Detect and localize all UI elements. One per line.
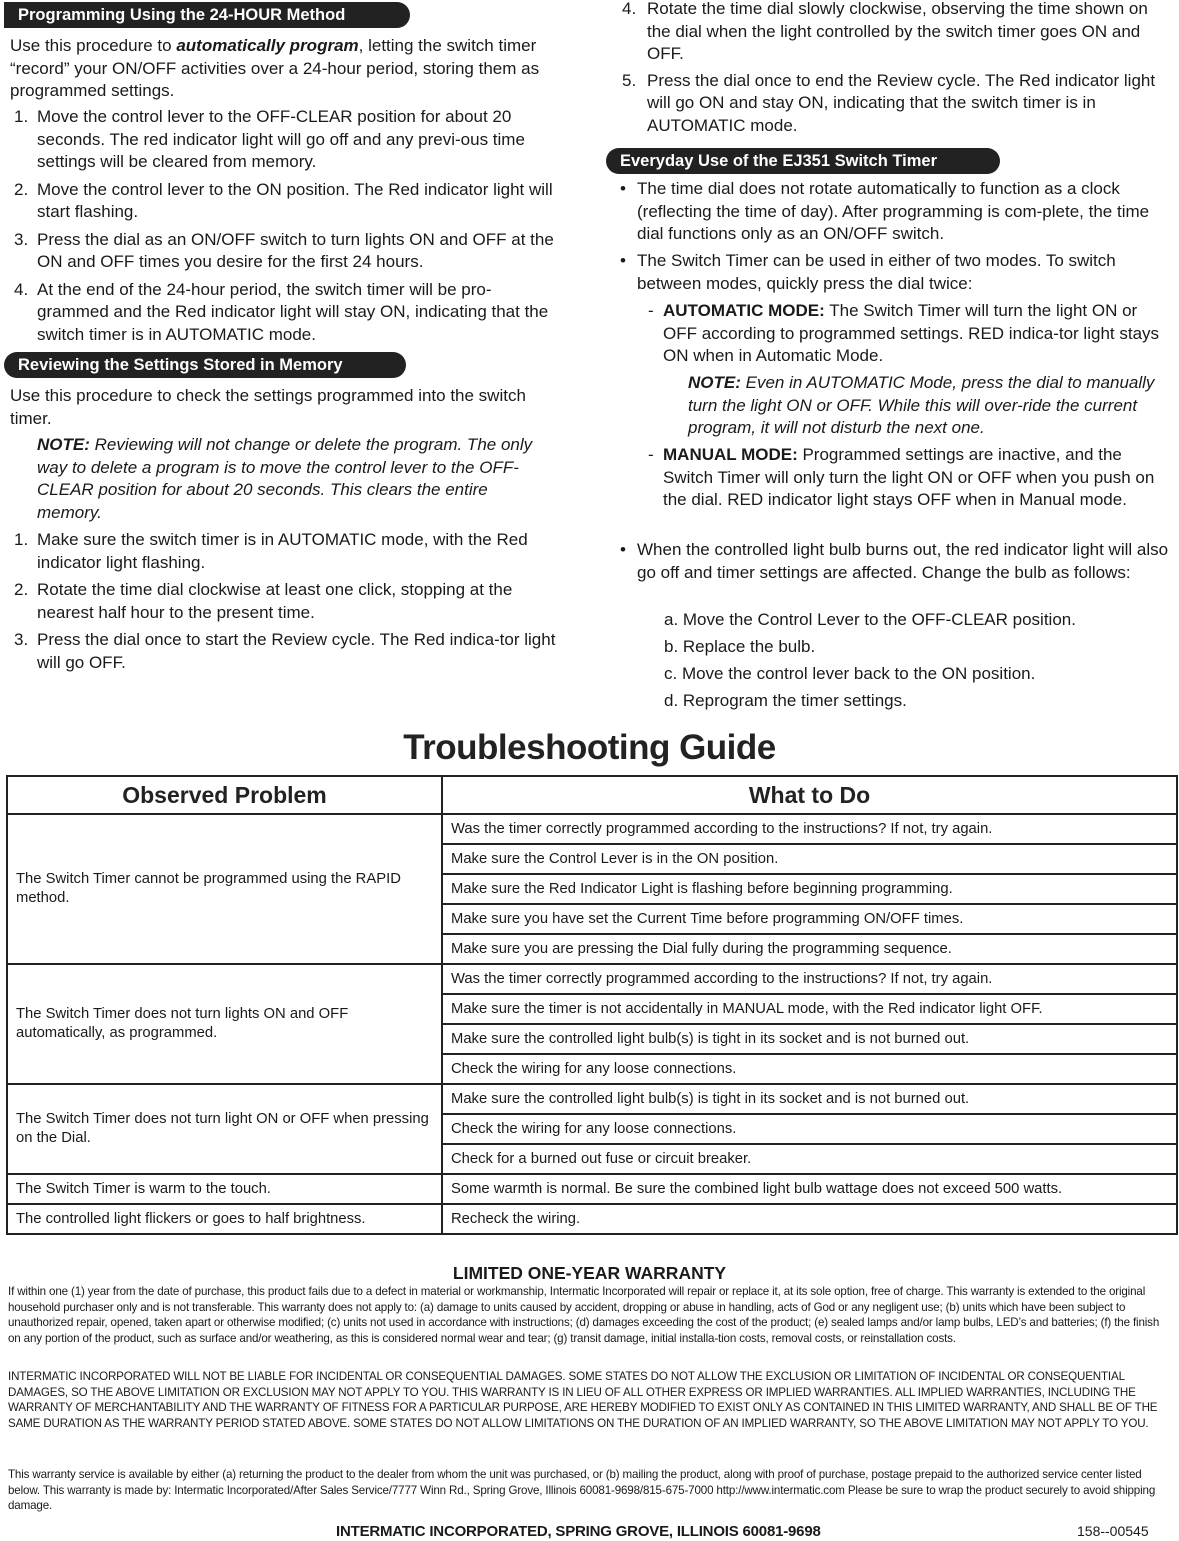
action-cell: Make sure the timer is not accidentally in MANUAL mode, with the Red indicator light OFF. — [442, 994, 1177, 1024]
column-header-action: What to Do — [442, 776, 1177, 814]
table-row — [7, 1174, 1177, 1204]
company-footer: INTERMATIC INCORPORATED, SPRING GROVE, ILLINOIS 60081-9698 — [336, 1523, 821, 1540]
list-item: a. Move the Control Lever to the OFF-CLEAR position. — [664, 610, 1076, 629]
list-item: 2. Move the control lever to the ON position. The Red indicator light will start flashing. — [14, 179, 553, 221]
automatic-mode-item: - AUTOMATIC MODE: The Switch Timer will turn the light ON or OFF according to programmed settings. RED indica-tor light stays ON when in Automatic Mode. — [648, 301, 1160, 365]
action-cell: Check for a burned out fuse or circuit breaker. — [442, 1144, 1177, 1174]
section-heading-reviewing: Reviewing the Settings Stored in Memory — [4, 352, 406, 378]
action-cell: Some warmth is normal. Be sure the combined light bulb wattage does not exceed 500 watts. — [442, 1174, 1177, 1204]
problem-cell: The Switch Timer does not turn light ON or OFF when pressing on the Dial. — [7, 1084, 442, 1174]
action-cell: Make sure the controlled light bulb(s) is tight in its socket and is not burned out. — [442, 1024, 1177, 1054]
action-cell: Was the timer correctly programmed according to the instructions? If not, try again. — [442, 964, 1177, 994]
section2-steps — [14, 529, 560, 674]
document-code: 158--00545 — [1077, 1523, 1149, 1539]
list-item: d. Reprogram the timer settings. — [664, 691, 907, 710]
bullet-time-dial: • The time dial does not rotate automatically to function as a clock (reflecting the time of day). After programming is com-plete, the time dial functions only as an ON/OFF switch. — [620, 179, 1150, 243]
warranty-paragraph-3: This warranty service is available by either (a) returning the product to the dealer from whom the unit was purchased, or (b) mailing the product, along with proof of purchase, postage prepaid to the authorized service center listed below. This warranty is made by: Intermatic Incorporated/After Sales Service/7777 Winn Rd., Spring Grove, Illinois 60081-9698/815-675-7000 http://www.intermatic.com Please be sure to wrap the product securely to avoid shipping damage. — [8, 1468, 1156, 1513]
bullet-two-modes: • The Switch Timer can be used in either of two modes. To switch between modes, quickly press the dial twice: — [620, 251, 1116, 293]
bullet-mark: • — [620, 540, 626, 559]
action-cell: Make sure the Red Indicator Light is flashing before beginning programming. — [442, 874, 1177, 904]
problem-cell: The Switch Timer cannot be programmed using the RAPID method. — [7, 814, 442, 964]
troubleshooting-table — [6, 775, 1178, 1235]
section2-intro: Use this procedure to check the settings programmed into the switch timer. — [10, 386, 526, 428]
action-cell: Check the wiring for any loose connections. — [442, 1054, 1177, 1084]
warranty-title: LIMITED ONE-YEAR WARRANTY — [452, 1263, 727, 1283]
action-cell: Check the wiring for any loose connections. — [442, 1114, 1177, 1144]
bulb-change-steps — [664, 609, 1164, 717]
section2-note: NOTE: Reviewing will not change or delete the program. The only way to delete a program is to move the control lever to the OFF-CLEAR position for about 20 seconds. This clears the entire memory. — [37, 435, 533, 522]
troubleshooting-title: Troubleshooting Guide — [403, 728, 776, 767]
list-item: 4. Rotate the time dial slowly clockwise, observing the time shown on the dial when the light controlled by the switch timer goes ON and OFF. — [622, 0, 1148, 63]
table-row — [7, 814, 1177, 844]
problem-cell: The controlled light flickers or goes to half brightness. — [7, 1204, 442, 1234]
bullet-mark: • — [620, 179, 626, 198]
action-cell: Make sure the Control Lever is in the ON position. — [442, 844, 1177, 874]
list-item: 3. Press the dial once to start the Review cycle. The Red indica-tor light will go OFF. — [14, 630, 556, 672]
action-cell: Make sure the controlled light bulb(s) is tight in its socket and is not burned out. — [442, 1084, 1177, 1114]
table-header-row — [7, 776, 1177, 814]
review-steps-continued — [622, 0, 1174, 137]
list-item: 1. Move the control lever to the OFF-CLEAR position for about 20 seconds. The red indicator light will go off and any previ-ous time settings will be cleared from memory. — [14, 107, 525, 171]
section1-steps — [14, 106, 560, 346]
list-item: 3. Press the dial as an ON/OFF switch to turn lights ON and OFF at the ON and OFF times you desire for the first 24 hours. — [14, 229, 554, 271]
list-item: 4. At the end of the 24-hour period, the switch timer will be pro-grammed and the Red indicator light will stay ON, indicating that the switch timer is in AUTOMATIC mode. — [14, 279, 549, 344]
list-item: b. Replace the bulb. — [664, 637, 816, 656]
problem-cell: The Switch Timer is warm to the touch. — [7, 1174, 442, 1204]
warranty-paragraph-2: INTERMATIC INCORPORATED WILL NOT BE LIABLE FOR INCIDENTAL OR CONSEQUENTIAL DAMAGES. SOME STATES DO NOT ALLOW THE EXCLUSION OR LIMITATION OF INCIDENTAL OR CONSEQUENTIAL DAMAGES, SO THE ABOVE LIMITATION OR EXCLUSION MAY NOT APPLY TO YOU. THIS WARRANTY IS IN LIEU OF ALL OTHER EXPRESS OR IMPLIED WARRANTIES. ALL IMPLIED WARRANTIES, INCLUDING THE WARRANTY OF MERCHANTABILITY AND THE WARRANTY OF FITNESS FOR A PARTICULAR PURPOSE, ARE HEREBY MODIFIED TO EXIST ONLY AS CONTAINED IN THIS LIMITED WARRANTY, AND SHALL BE OF THE SAME DURATION AS THE WARRANTY PERIOD STATED ABOVE. SOME STATES DO NOT ALLOW LIMITATIONS ON THE DURATION OF AN IMPLIED WARRANTY, SO THE ABOVE LIMITATION MAY NOT APPLY TO YOU. — [8, 1370, 1158, 1431]
section1-intro: Use this procedure to automatically program, letting the switch timer “record” your ON/OFF activities over a 24-hour period, storing them as programmed settings. — [10, 36, 540, 100]
table-row — [7, 1084, 1177, 1114]
action-cell: Make sure you have set the Current Time before programming ON/OFF times. — [442, 904, 1177, 934]
manual-mode-item: - MANUAL MODE: Programmed settings are inactive, and the Switch Timer will only turn the light ON or OFF when you push on the dial. RED indicator light stays OFF when in Manual mode. — [648, 445, 1155, 509]
automatic-mode-note: NOTE: Even in AUTOMATIC Mode, press the dial to manually turn the light ON or OFF. While this will over-ride the current program, it will not disturb the next one. — [688, 373, 1155, 437]
list-item: c. Move the control lever back to the ON position. — [664, 664, 1036, 683]
warranty-paragraph-1: If within one (1) year from the date of purchase, this product fails due to a defect in material or workmanship, Intermatic Incorporated will repair or replace it, at its sole option, free of charge. This warranty is extended to the original household purchaser only and is not transferable. This warranty does not apply to: (a) damage to units caused by accident, dropping or abuse in handling, acts of God or any negligent use; (b) units which have been subject to unauthorized repair, opened, taken apart or otherwise modified; (c) units not used in accordance with instructions; (d) damages exceeding the cost of the product; (e) sealed lamps and/or lamp bulbs, LED’s and batteries; (f) the finish on any portion of the product, such as surface and/or weathering, as this is considered normal wear and tear; (g) transit damage, initial installa-tion costs, removal costs, or reinstallation costs. — [8, 1285, 1160, 1346]
action-cell: Make sure you are pressing the Dial fully during the programming sequence. — [442, 934, 1177, 964]
column-header-problem: Observed Problem — [7, 776, 442, 814]
section-heading-24-hour: Programming Using the 24-HOUR Method — [4, 2, 410, 28]
list-item: 1. Make sure the switch timer is in AUTOMATIC mode, with the Red indicator light flashing. — [14, 530, 528, 572]
action-cell: Was the timer correctly programmed according to the instructions? If not, try again. — [442, 814, 1177, 844]
table-row — [7, 964, 1177, 994]
bullet-mark: • — [620, 251, 626, 270]
bullet-bulb-burnout: • When the controlled light bulb burns out, the red indicator light will also go off and timer settings are affected. Change the bulb as follows: — [620, 540, 1169, 582]
action-cell: Recheck the wiring. — [442, 1204, 1177, 1234]
list-item: 2. Rotate the time dial clockwise at least one click, stopping at the nearest half hour to the present time. — [14, 580, 513, 622]
table-row — [7, 1204, 1177, 1234]
problem-cell: The Switch Timer does not turn lights ON and OFF automatically, as programmed. — [7, 964, 442, 1084]
list-item: 5. Press the dial once to end the Review cycle. The Red indicator light will go ON and stay ON, indicating that the switch timer is in AUTOMATIC mode. — [622, 70, 1156, 135]
section-heading-everyday-use: Everyday Use of the EJ351 Switch Timer — [606, 148, 1000, 174]
